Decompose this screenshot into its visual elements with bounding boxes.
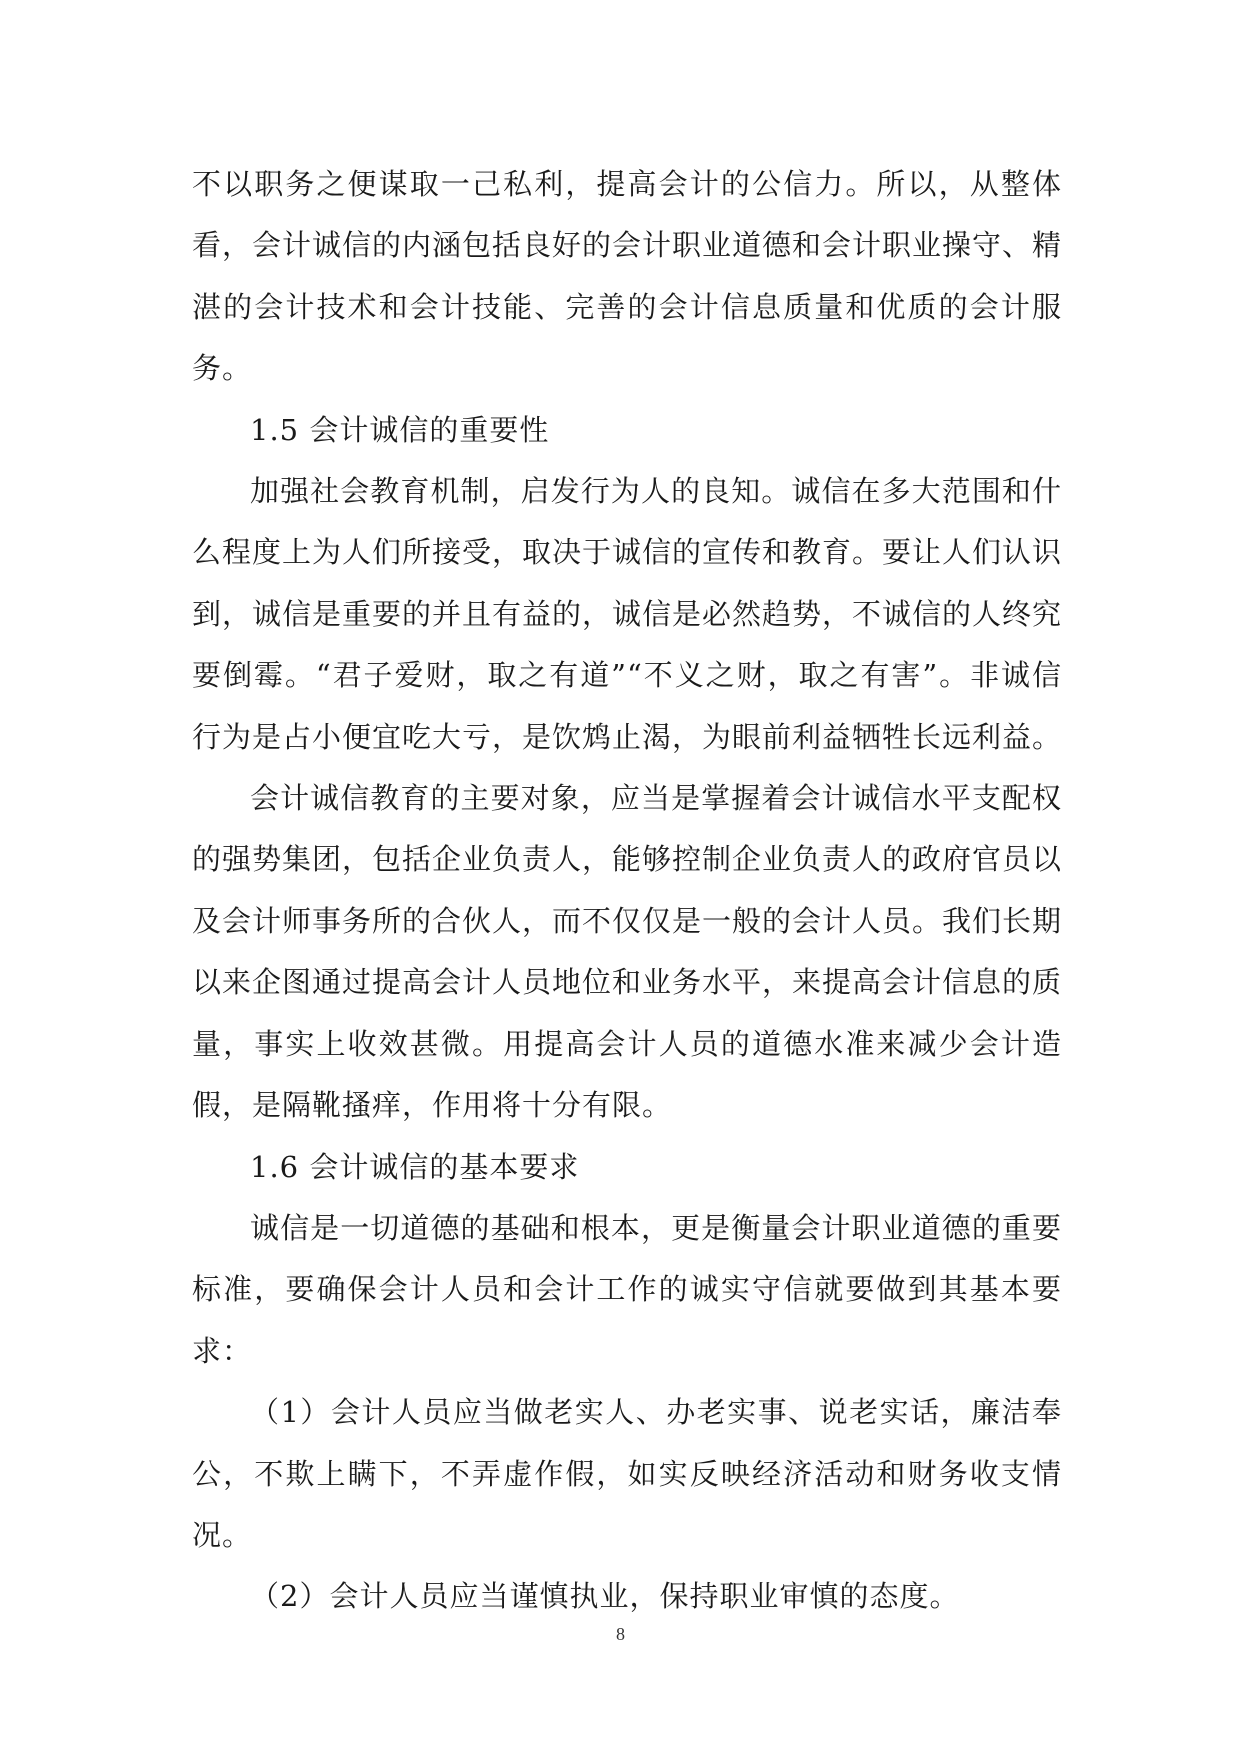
page-number: 8 — [616, 1624, 625, 1644]
section-heading-1-5: 1.5 会计诚信的重要性 — [250, 412, 550, 447]
paragraph-requirement-1: （1）会计人员应当做老实人、办老实事、说老实话，廉洁奉公，不欺上瞒下，不弄虚作假，如实反映经济活动和财务收支情况。 — [192, 1395, 1062, 1552]
paragraph-continuation: 不以职务之便谋取一己私利，提高会计的公信力。所以，从整体看，会计诚信的内涵包括良好的会计职业道德和会计职业操守、精湛的会计技术和会计技能、完善的会计信息质量和优质的会计服务。 — [192, 167, 1063, 386]
paragraph-requirement-2: （2）会计人员应当谨慎执业，保持职业审慎的态度。 — [250, 1579, 960, 1614]
paragraph-integrity-basis: 诚信是一切道德的基础和根本，更是衡量会计职业道德的重要标准，要确保会计人员和会计工作的诚实守信就要做到其基本要求： — [192, 1210, 1062, 1368]
paragraph-education-mechanism: 加强社会教育机制，启发行为人的良知。诚信在多大范围和什么程度上为人们所接受，取决于诚信的宣传和教育。要让人们认识到，诚信是重要的并且有益的，诚信是必然趋势，不诚信的人终究要倒霉。“君子爱财，取之有道”“不义之财，取之有害”。非诚信行为是占小便宜吃大亏，是饮鸩止渴，为眼前利益牺牲长远利益。 — [192, 474, 1063, 754]
paragraph-education-objects: 会计诚信教育的主要对象，应当是掌握着会计诚信水平支配权的强势集团，包括企业负责人，能够控制企业负责人的政府官员以及会计师事务所的合伙人，而不仅仅是一般的会计人员。我们长期以来企图通过提高会计人员地位和业务水平，来提高会计信息的质量，事实上收效甚微。用提高会计人员的道德水准来减少会计造假，是隔靴搔痒，作用将十分有限。 — [192, 781, 1063, 1123]
section-heading-1-6: 1.6 会计诚信的基本要求 — [250, 1149, 580, 1184]
body-text — [192, 154, 1062, 1628]
